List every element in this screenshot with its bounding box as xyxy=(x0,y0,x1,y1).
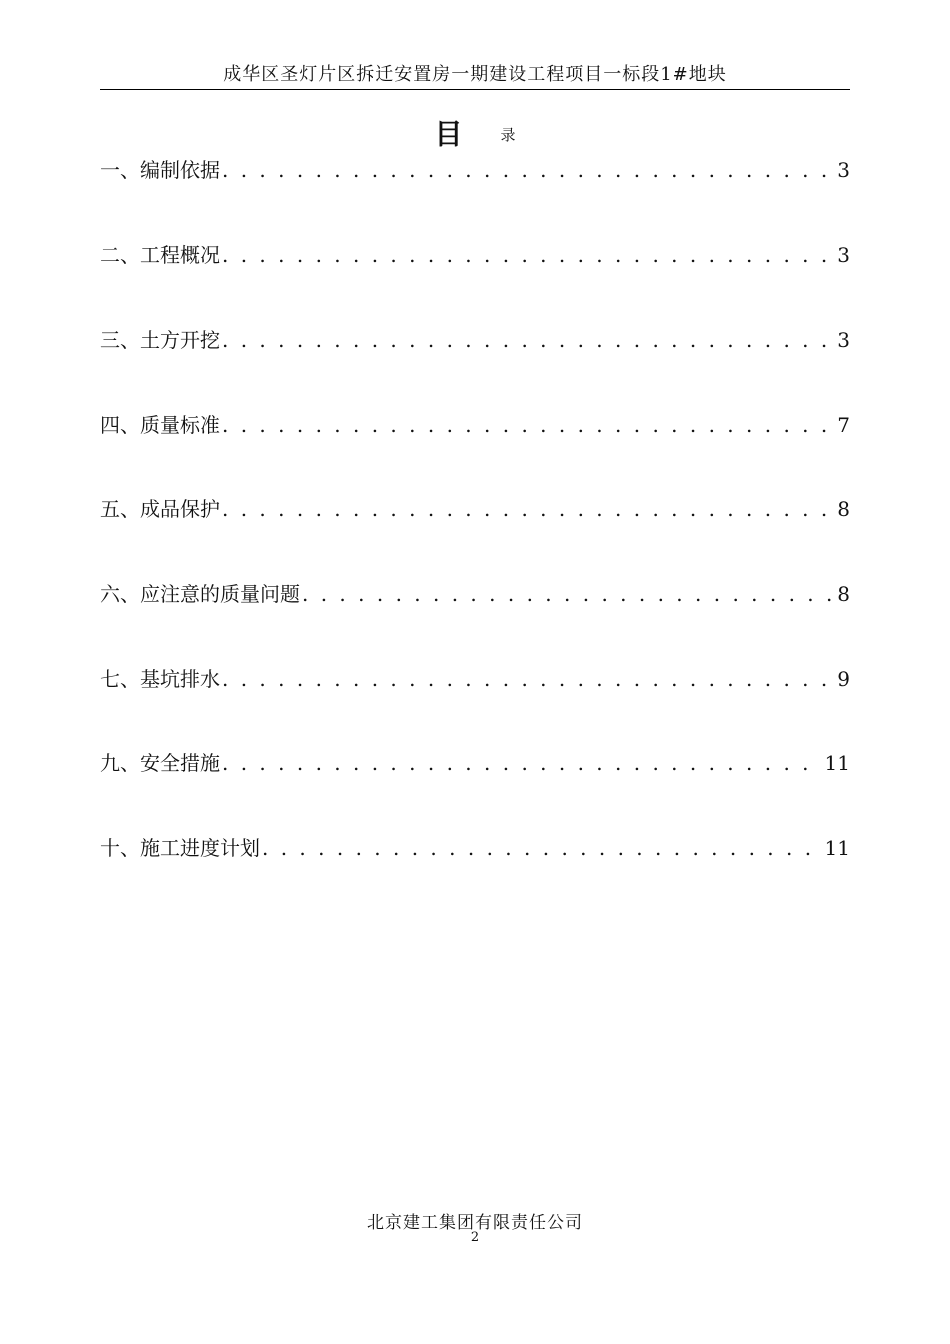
toc-entry[interactable] xyxy=(100,748,850,778)
toc-entry-label: 四、质量标准 xyxy=(100,413,220,437)
toc-entry-label: 一、编制依据 xyxy=(100,158,220,182)
toc-entry-label: 五、成品保护 xyxy=(100,497,220,521)
toc-entry-page: 8 xyxy=(837,497,850,521)
toc-entry-page: 3 xyxy=(837,328,850,352)
toc-dot-leader xyxy=(262,833,819,863)
toc-dot-leader xyxy=(222,240,831,270)
toc-entry-page: 9 xyxy=(837,667,850,691)
toc-entry[interactable] xyxy=(100,240,850,270)
toc-entry-page: 8 xyxy=(837,582,850,606)
toc-entry[interactable] xyxy=(100,410,850,440)
toc-entry-page: 3 xyxy=(837,243,850,267)
toc-dot-leader xyxy=(222,494,831,524)
toc-entry-label: 三、土方开挖 xyxy=(100,328,220,352)
toc-entry[interactable] xyxy=(100,155,850,185)
toc-dot-leader xyxy=(222,664,831,694)
toc-entry[interactable] xyxy=(100,664,850,694)
toc-dot-leader xyxy=(222,410,831,440)
toc-entry-label: 二、工程概况 xyxy=(100,243,220,267)
toc-title-main: 目 xyxy=(434,117,463,151)
document-header: 成华区圣灯片区拆迁安置房一期建设工程项目一标段1#地块 xyxy=(223,64,727,85)
toc-entry-page: 3 xyxy=(837,158,850,182)
toc-entry[interactable] xyxy=(100,325,850,355)
toc-title xyxy=(0,114,950,155)
toc-title-sub: 录 xyxy=(500,125,516,144)
toc-entry[interactable] xyxy=(100,833,850,863)
toc-entry-label: 十、施工进度计划 xyxy=(100,836,260,860)
toc-dot-leader xyxy=(222,155,831,185)
toc-entry-label: 九、安全措施 xyxy=(100,751,220,775)
toc-entry-page: 11 xyxy=(824,836,850,860)
toc-dot-leader xyxy=(222,748,819,778)
header-rule xyxy=(100,89,850,90)
toc-dot-leader xyxy=(302,579,831,609)
toc-dot-leader xyxy=(222,325,831,355)
toc-entry-label: 六、应注意的质量问题 xyxy=(100,582,300,606)
toc-entry[interactable] xyxy=(100,494,850,524)
footer-company: 北京建工集团有限责任公司 xyxy=(367,1213,583,1233)
toc-entry-label: 七、基坑排水 xyxy=(100,667,220,691)
toc-entry[interactable] xyxy=(100,579,850,609)
footer-page-number: 2 xyxy=(470,1230,480,1245)
toc-entry-page: 7 xyxy=(837,413,850,437)
toc-entry-page: 11 xyxy=(824,751,850,775)
